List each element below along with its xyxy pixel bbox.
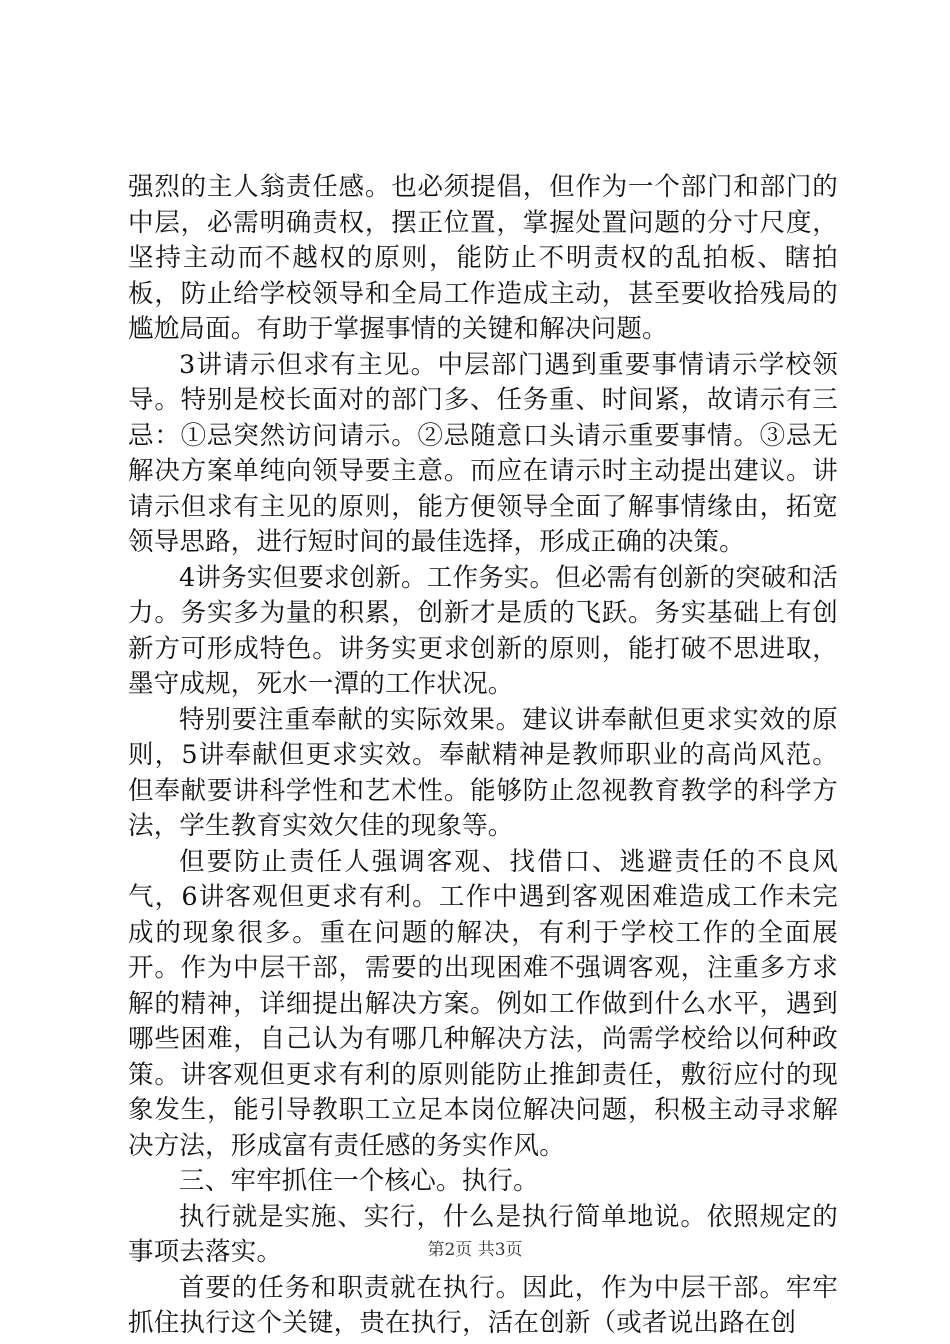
paragraph: 3讲请示但求有主见。中层部门遇到重要事情请示学校领导。特别是校长面对的部门多、任务重、时间紧，故请示有三忌：①忌突然访问请示。②忌随意口头请示重要事情。③忌无解决方案单纯向领导要主意。而应在请示时主动提出建议。讲请示但求有主见的原则，能方便领导全面了解事情缘由，拓宽领导思路，进行短时间的最佳选择，形成正确的决策。 (128, 349, 838, 557)
paragraph: 但要防止责任人强调客观、找借口、逃避责任的不良风气，6讲客观但更求有利。工作中遇到客观困难造成工作未完成的现象很多。重在问题的解决，有利于学校工作的全面展开。作为中层干部，需要的出现困难不强调客观，注重多方求解的精神，详细提出解决方案。例如工作做到什么水平，遇到哪些困难，自己认为有哪几种解决方法，尚需学校给以何种政策。讲客观但更求有利的原则能防止推卸责任，敷衍应付的现象发生，能引导教职工立足本岗位解决问题，积极主动寻求解决方法，形成富有责任感的务实作风。 (128, 846, 838, 1161)
page-number-footer: 第2页 共3页 (427, 1240, 523, 1260)
paragraph: 4讲务实但要求创新。工作务实。但必需有创新的突破和活力。务实多为量的积累，创新才是质的飞跃。务实基础上有创新方可形成特色。讲务实更求创新的原则，能打破不思进取，墨守成规，死水一潭的工作状况。 (128, 562, 838, 699)
paragraph: 特别要注重奉献的实际效果。建议讲奉献但更求实效的原则，5讲奉献但更求实效。奉献精神是教师职业的高尚风范。但奉献要讲科学性和艺术性。能够防止忽视教育教学的科学方法，学生教育实效欠佳的现象等。 (128, 704, 838, 841)
paragraph: 首要的任务和职责就在执行。因此，作为中层干部。牢牢抓住执行这个关键，贵在执行，活在创新（或者说出路在创 (128, 1272, 838, 1338)
paragraph: 强烈的主人翁责任感。也必须提倡，但作为一个部门和部门的中层，必需明确责权，摆正位置，掌握处置问题的分寸尺度，坚持主动而不越权的原则，能防止不明责权的乱拍板、瞎拍板，防止给学校领导和全局工作造成主动，甚至要收拾残局的尴尬局面。有助于掌握事情的关键和解决问题。 (128, 172, 838, 344)
paragraph: 执行就是实施、实行，什么是执行简单地说。依照规定的事项去落实。 (128, 1201, 838, 1267)
section-heading: 三、牢牢抓住一个核心。执行。 (179, 1166, 539, 1196)
document-body (128, 170, 838, 1342)
